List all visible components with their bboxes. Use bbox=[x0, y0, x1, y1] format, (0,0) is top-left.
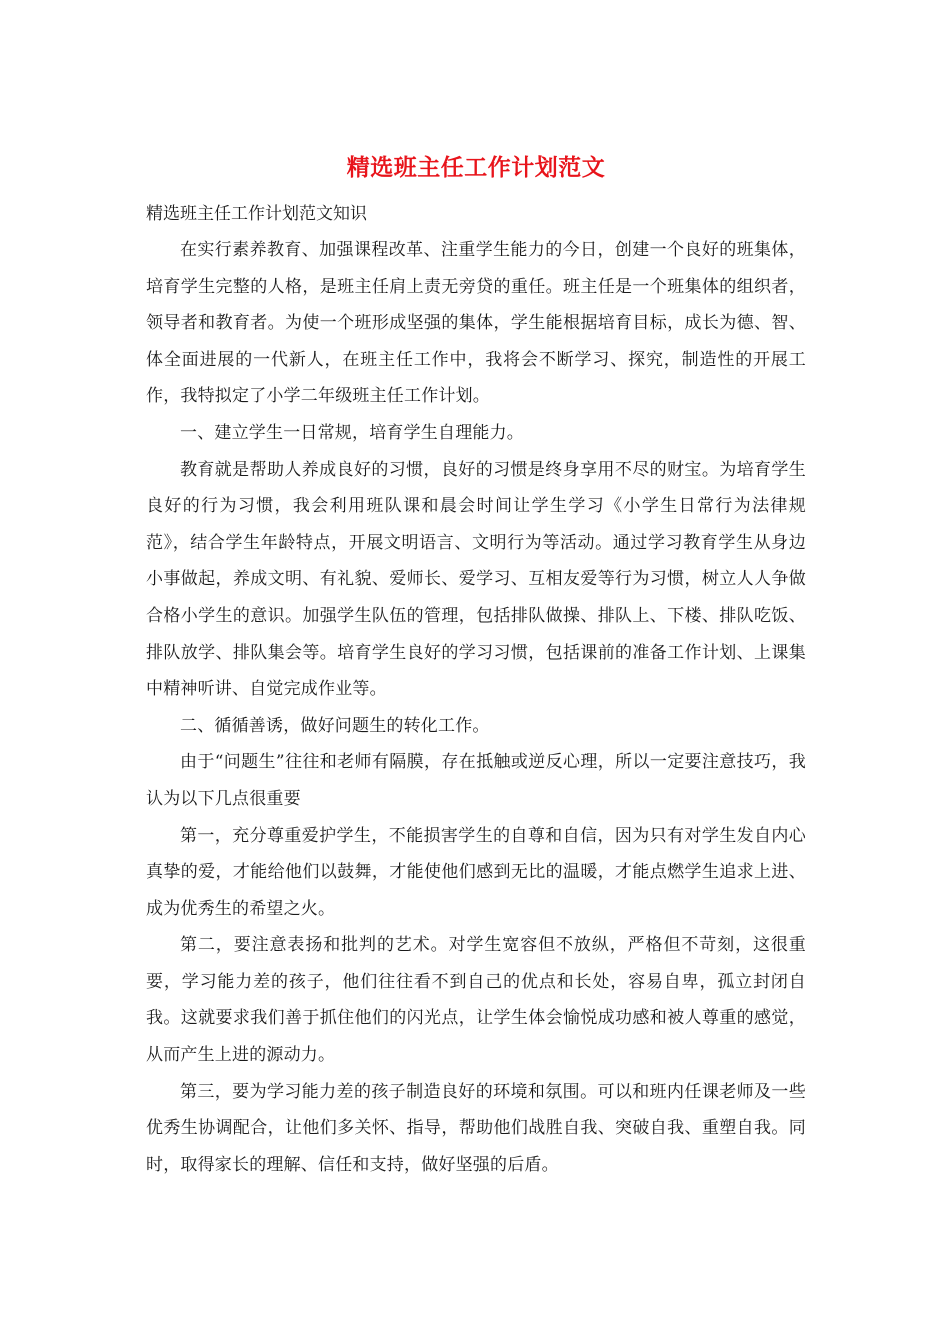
paragraph-point-2: 第二，要注意表扬和批判的艺术。对学生宽容但不放纵，严格但不苛刻，这很重要，学习能力差的孩子，他们往往看不到自己的优点和长处，容易自卑，孤立封闭自我。这就要求我们善于抓住他们的闪光点，让学生体会愉悦成功感和被人尊重的感觉，从而产生上进的源动力。 bbox=[146, 935, 806, 1066]
paragraph-intro: 在实行素养教育、加强课程改革、注重学生能力的今日，创建一个良好的班集体，培育学生完整的人格，是班主任肩上责无旁贷的重任。班主任是一个班集体的组织者，领导者和教育者。为使一个班形成坚强的集体，学生能根据培育目标，成长为德、智、体全面进展的一代新人，在班主任工作中，我将会不断学习、探究，制造性的开展工作，我特拟定了小学二年级班主任工作计划。 bbox=[146, 240, 806, 407]
document-title: 精选班主任工作计划范文 bbox=[346, 154, 606, 181]
section-heading-2: 二、循循善诱，做好问题生的转化工作。 bbox=[180, 715, 490, 736]
paragraph-point-1: 第一，充分尊重爱护学生，不能损害学生的自尊和自信，因为只有对学生发自内心真挚的爱，才能给他们以鼓舞，才能使他们感到无比的温暖，才能点燃学生追求上进、成为优秀生的希望之火。 bbox=[146, 825, 806, 919]
paragraph-habits: 教育就是帮助人养成良好的习惯，良好的习惯是终身享用不尽的财宝。为培育学生良好的行为习惯，我会利用班队课和晨会时间让学生学习《小学生日常行为法律规范》，结合学生年龄特点，开展文明语言、文明行为等活动。通过学习教育学生从身边小事做起，养成文明、有礼貌、爱师长、爱学习、互相友爱等行为习惯，树立人人争做合格小学生的意识。加强学生队伍的管理，包括排队做操、排队上、下楼、排队吃饭、排队放学、排队集会等。培育学生良好的学习习惯，包括课前的准备工作计划、上课集中精神听讲、自觉完成作业等。 bbox=[146, 459, 806, 700]
section-heading-1: 一、建立学生一日常规，培育学生自理能力。 bbox=[180, 422, 524, 443]
paragraph-problem-students: 由于“问题生”往往和老师有隔膜，存在抵触或逆反心理，所以一定要注意技巧，我认为以下几点很重要 bbox=[146, 752, 806, 809]
paragraph-point-3: 第三，要为学习能力差的孩子制造良好的环境和氛围。可以和班内任课老师及一些优秀生协调配合，让他们多关怀、指导，帮助他们战胜自我、突破自我、重塑自我。同时，取得家长的理解、信任和支持，做好坚强的后盾。 bbox=[146, 1081, 806, 1175]
document-page bbox=[146, 150, 806, 1183]
document-subtitle: 精选班主任工作计划范文知识 bbox=[146, 204, 367, 224]
